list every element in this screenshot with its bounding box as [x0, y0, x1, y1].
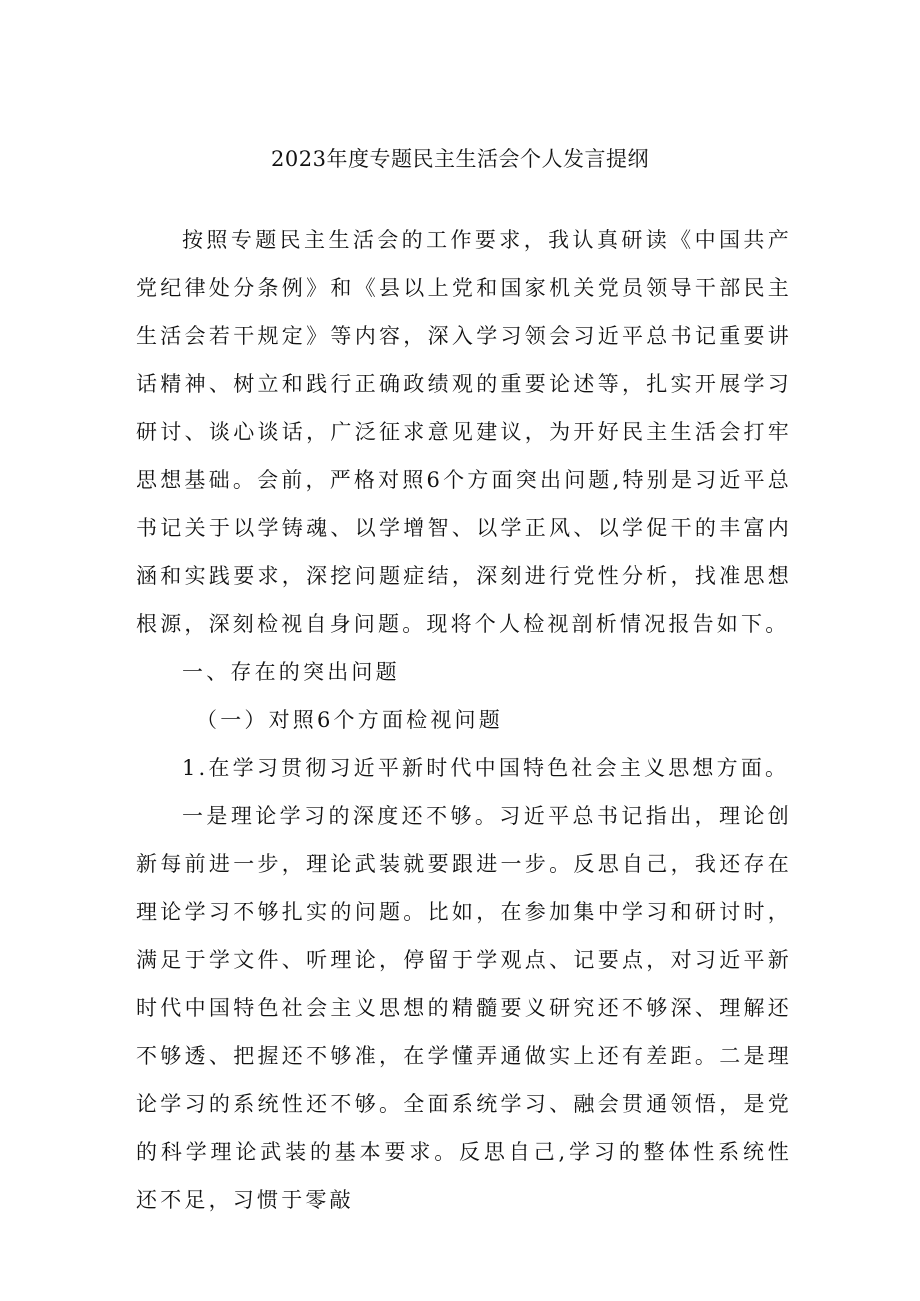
section-heading: 一、存在的突出问题 [182, 660, 400, 684]
subsection-heading: （一）对照6个方面检视问题 [196, 708, 503, 732]
content-paragraph: 一是理论学习的深度还不够。习近平总书记指出，理论创新每前进一步，理论武装就要跟进一步。反思自己，我还存在理论学习不够扎实的问题。比如，在参加集中学习和研讨时，满足于学文件、听理论，停留于学观点、记要点，对习近平新时代中国特色社会主义思想的精髓要义研究还不够深、理解还不够透、把握还不够准，在学懂弄通做实上还有差距。二是理论学习的系统性还不够。全面系统学习、融会贯通领悟，是党的科学理论武装的基本要求。反思自己,学习的整体性系统性还不足，习惯于零敲 [136, 804, 792, 1212]
document-title: 2023年度专题民主生活会个人发言提纲 [271, 147, 649, 171]
intro-paragraph: 按照专题民主生活会的工作要求，我认真研读《中国共产党纪律处分条例》和《县以上党和国家机关党员领导干部民主生活会若干规定》等内容，深入学习领会习近平总书记重要讲话精神、树立和践行正确政绩观的重要论述等，扎实开展学习研讨、谈心谈话，广泛征求意见建议，为开好民主生活会打牢思想基础。会前，严格对照6个方面突出问题,特别是习近平总书记关于以学铸魂、以学增智、以学正风、以学促干的丰富内涵和实践要求，深挖问题症结，深刻进行党性分析，找准思想根源，深刻检视自身问题。现将个人检视剖析情况报告如下。 [136, 228, 792, 636]
item-heading: 1.在学习贯彻习近平新时代中国特色社会主义思想方面。 [182, 756, 790, 780]
document-body [136, 216, 792, 1224]
